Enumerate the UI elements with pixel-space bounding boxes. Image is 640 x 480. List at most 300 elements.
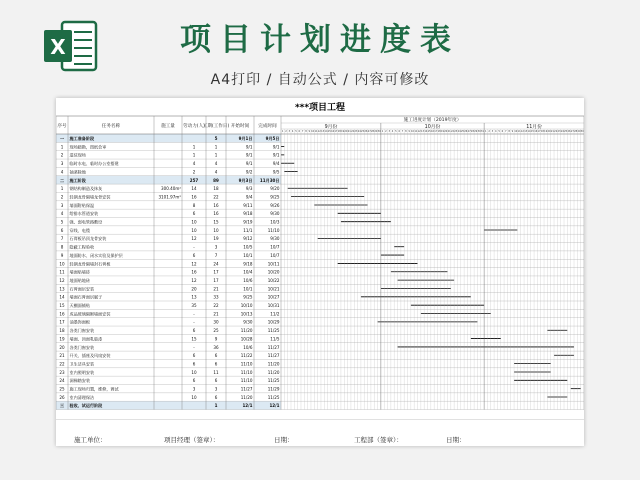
- cell-duration: 7: [214, 252, 218, 258]
- cell-start: 10/10: [240, 303, 253, 309]
- cell-seq: 14: [59, 294, 65, 300]
- cell-end: 11/29: [267, 386, 280, 392]
- cell-duration: 89: [213, 177, 219, 183]
- col-header-start: 开始时间: [230, 124, 250, 129]
- cell-task: 石膏板吊顶龙骨安装: [69, 236, 107, 242]
- cell-task: 石膏面层安装: [69, 286, 95, 292]
- logo-letter: X: [50, 35, 66, 59]
- cell-start: 9/1: [245, 144, 253, 150]
- day-label: 1: [485, 130, 487, 133]
- cell-start: 11/10: [240, 378, 253, 384]
- cell-task: 室内清理保洁: [69, 394, 95, 400]
- cell-task: 墙面附贴保温: [69, 202, 95, 208]
- cell-end: 10/7: [270, 252, 280, 258]
- cell-seq: 6: [60, 227, 64, 233]
- cell-labor: 14: [191, 186, 197, 192]
- day-label: 26: [364, 130, 368, 133]
- cell-seq: 三: [59, 403, 65, 409]
- cell-labor: 1: [192, 144, 196, 150]
- cell-labor: -: [193, 344, 195, 350]
- cell-start: 9/11: [243, 202, 253, 208]
- cell-duration: 5: [214, 136, 218, 142]
- cell-end: 9/30: [270, 211, 280, 217]
- cell-seq: 20: [59, 344, 65, 350]
- cell-start: 10/6: [243, 277, 253, 283]
- cell-seq: 一: [59, 136, 65, 142]
- cell-labor: 16: [191, 194, 197, 200]
- day-label: 7: [504, 130, 507, 133]
- cell-end: 11/2: [270, 311, 280, 317]
- day-label: 8: [305, 130, 307, 133]
- spreadsheet-sheet: [56, 98, 584, 446]
- cell-end: 11/25: [267, 328, 280, 334]
- cell-labor: 16: [191, 269, 197, 275]
- cell-start: 9/1: [245, 161, 253, 167]
- cell-labor: 6: [192, 211, 196, 217]
- cell-duration: 6: [214, 394, 218, 400]
- cell-labor: 12: [191, 236, 197, 242]
- cell-end: 11/27: [267, 344, 280, 350]
- cell-duration: 25: [213, 328, 219, 334]
- day-label: 30: [580, 130, 584, 133]
- day-label: 23: [557, 130, 561, 133]
- cell-end: 11/25: [267, 394, 280, 400]
- day-label: 20: [547, 130, 551, 133]
- cell-duration: 11: [213, 369, 219, 375]
- cell-seq: 26: [59, 394, 65, 400]
- day-label: 18: [540, 130, 544, 133]
- cell-task: 室内照明安装: [69, 369, 95, 375]
- day-label: 14: [527, 130, 531, 133]
- cell-start: 9/18: [243, 261, 253, 267]
- cell-start: 11/10: [240, 361, 253, 367]
- cell-end: 9/1: [272, 152, 280, 158]
- day-label: 2: [385, 130, 387, 133]
- day-label: 4: [494, 130, 497, 133]
- cell-start: 11/20: [240, 394, 253, 400]
- day-label: 10: [410, 130, 415, 133]
- day-label: 6: [298, 130, 301, 133]
- cell-task: 施工阶段: [69, 177, 86, 183]
- cell-seq: 2: [60, 194, 64, 200]
- day-label: 1: [381, 130, 384, 133]
- cell-task: 洞梯踏安装: [69, 378, 90, 384]
- cell-duration: 3: [214, 244, 218, 250]
- cell-task: 地面防水、闭水实验及保护层: [69, 252, 123, 258]
- day-label: 15: [427, 130, 431, 133]
- cell-start: 10/5: [243, 244, 253, 250]
- day-label: 29: [474, 130, 478, 133]
- day-label: 27: [570, 130, 574, 133]
- footer-manager: 项目经理（签章）：: [164, 436, 220, 444]
- cell-duration: 1: [214, 152, 218, 158]
- cell-end: 10/20: [267, 269, 280, 275]
- cell-duration: 30: [213, 319, 219, 325]
- cell-start: 9/1: [245, 152, 253, 158]
- cell-duration: 33: [213, 294, 219, 300]
- cell-task: 轻钢龙骨隔墙封石膏板: [69, 261, 111, 267]
- day-label: 20: [344, 130, 348, 133]
- cell-end: 9/1: [272, 144, 280, 150]
- cell-duration: 6: [214, 378, 218, 384]
- cell-task: 施工准备阶段: [69, 136, 95, 142]
- day-label: 24: [357, 130, 361, 133]
- cell-end: 10/31: [267, 303, 280, 309]
- cell-duration: 1: [214, 403, 218, 409]
- col-header-task: 任务名称: [101, 124, 121, 129]
- cell-seq: 19: [59, 336, 65, 342]
- cell-labor: -: [193, 319, 195, 325]
- cell-labor: 10: [191, 369, 197, 375]
- cell-task: 抽菜除地: [69, 169, 86, 175]
- cell-end: 11/20: [267, 369, 280, 375]
- cell-duration: 21: [213, 286, 219, 292]
- cell-task: 开关、插座及风扇安装: [69, 353, 111, 359]
- cell-duration: 22: [213, 194, 219, 200]
- col-header-qty: 施工量: [161, 124, 175, 129]
- cell-labor: 6: [192, 353, 196, 359]
- cell-duration: 4: [214, 169, 218, 175]
- cell-end: 10/21: [267, 286, 280, 292]
- cell-seq: 二: [59, 177, 65, 183]
- cell-start: 10/6: [243, 344, 253, 350]
- cell-task: 穿线、电缆: [69, 227, 90, 233]
- cell-seq: 18: [59, 328, 65, 334]
- cell-end: 10/27: [267, 294, 280, 300]
- day-label: 22: [450, 130, 455, 133]
- cell-end: 12/1: [269, 403, 280, 409]
- cell-end: 9/4: [272, 161, 280, 167]
- day-label: 21: [550, 130, 554, 133]
- cell-labor: 2: [192, 169, 196, 175]
- cell-task: 天棚面铺贴: [69, 303, 90, 309]
- day-label: 23: [454, 130, 458, 133]
- cell-labor: 13: [191, 294, 197, 300]
- cell-seq: 16: [59, 311, 65, 317]
- day-label: 17: [537, 130, 541, 133]
- cell-task: 临时水电、临时办公室搭建: [69, 161, 119, 167]
- day-label: 4: [391, 130, 394, 133]
- cell-task: 成品玻璃隔断墙面安装: [69, 311, 111, 317]
- cell-labor: 4: [192, 161, 196, 167]
- day-label: 25: [564, 130, 568, 133]
- cell-seq: 21: [59, 353, 65, 359]
- cell-duration: 6: [214, 361, 218, 367]
- cell-end: 10/7: [270, 244, 280, 250]
- day-label: 7: [401, 130, 404, 133]
- cell-duration: 10: [213, 227, 219, 233]
- cell-task: 进驻现场: [69, 152, 86, 158]
- cell-task: 轻钢龙骨隔墙龙骨安装: [69, 194, 111, 200]
- cell-end: 9/20: [270, 186, 280, 192]
- day-label: 8: [508, 130, 510, 133]
- day-label: 6: [398, 130, 400, 133]
- day-label: 18: [437, 130, 441, 133]
- month-label: 10月份: [424, 125, 441, 130]
- cell-end: 11/5: [270, 336, 280, 342]
- day-label: 13: [420, 130, 425, 133]
- cell-start: 9/25: [243, 294, 253, 300]
- day-label: 12: [520, 130, 524, 133]
- day-label: 13: [524, 130, 528, 133]
- day-label: 11: [517, 130, 521, 133]
- day-label: 13: [321, 130, 325, 133]
- cell-seq: 9: [60, 252, 64, 258]
- cell-task: 各类门窗安装: [69, 328, 95, 334]
- day-label: 5: [498, 130, 500, 133]
- cell-end: 11/20: [267, 361, 280, 367]
- cell-duration: 19: [213, 236, 219, 242]
- cell-end: 10/22: [267, 277, 280, 283]
- cell-duration: 18: [213, 186, 219, 192]
- cell-duration: 22: [213, 303, 219, 309]
- cell-seq: 3: [60, 161, 64, 167]
- cell-end: 9/25: [270, 194, 280, 200]
- cell-seq: 17: [59, 319, 65, 325]
- cell-end: 10/11: [267, 261, 280, 267]
- cell-start: 10/28: [240, 336, 253, 342]
- cell-start: 9/19: [243, 219, 253, 225]
- cell-labor: 257: [189, 177, 199, 183]
- cell-duration: 36: [213, 344, 219, 350]
- day-label: 19: [544, 130, 548, 133]
- cell-labor: 6: [192, 361, 196, 367]
- cell-seq: 15: [59, 303, 65, 309]
- cell-labor: 10: [191, 219, 197, 225]
- day-label: 17: [434, 130, 438, 133]
- day-label: 17: [334, 130, 338, 133]
- cell-seq: 24: [59, 378, 65, 384]
- cell-end: 9/26: [270, 202, 280, 208]
- sheet-title: ***项目工程: [294, 103, 346, 113]
- page-subtitle: A4打印 / 自动公式 / 内容可修改: [210, 72, 430, 88]
- cell-end: 11/27: [267, 353, 280, 359]
- cell-duration: 6: [214, 353, 218, 359]
- cell-seq: 1: [60, 186, 64, 192]
- cell-end: 10/3: [270, 219, 280, 225]
- cell-start: 11/27: [240, 386, 253, 392]
- signature-footer: [56, 433, 584, 445]
- day-label: 4: [291, 130, 294, 133]
- day-label: 28: [470, 130, 474, 133]
- cell-labor: 15: [191, 336, 197, 342]
- cell-labor: 12: [191, 261, 197, 267]
- day-label: 27: [367, 130, 371, 133]
- cell-seq: 1: [60, 144, 64, 150]
- cell-task: 给排水管道安装: [69, 211, 99, 217]
- cell-task: 强、弱电管路敷设: [69, 219, 103, 225]
- day-label: 11: [414, 130, 418, 133]
- day-label: 30: [377, 130, 381, 133]
- cell-labor: 6: [192, 328, 196, 334]
- cell-task: 地面贴地砖: [69, 277, 90, 283]
- day-label: 7: [301, 130, 304, 133]
- day-label: 9: [511, 130, 514, 133]
- day-label: 2: [285, 130, 287, 133]
- month-label: 11月份: [526, 125, 542, 130]
- cell-start: 9月3日: [238, 177, 253, 183]
- day-label: 21: [347, 130, 351, 133]
- day-label: 15: [327, 130, 331, 133]
- cell-start: 10/1: [243, 286, 253, 292]
- cell-duration: 17: [213, 277, 219, 283]
- cell-labor: 10: [191, 227, 197, 233]
- cell-start: 9/2: [245, 169, 253, 175]
- day-label: 24: [457, 130, 461, 133]
- cell-seq: 11: [59, 269, 65, 275]
- cell-start: 9/4: [245, 194, 253, 200]
- day-label: 5: [395, 130, 397, 133]
- cell-duration: 16: [213, 211, 219, 217]
- cell-task: 钢结构制造及抹灰: [69, 186, 103, 192]
- day-label: 14: [424, 130, 428, 133]
- day-label: 20: [444, 130, 448, 133]
- day-label: 9: [408, 130, 410, 133]
- cell-start: 9/30: [243, 319, 253, 325]
- day-label: 30: [477, 130, 481, 133]
- day-label: 3: [388, 130, 390, 133]
- col-header-end: 完成时间: [258, 124, 277, 129]
- cell-seq: 7: [60, 236, 64, 242]
- day-label: 21: [447, 130, 451, 133]
- col-header-duration: 工期(工作日): [202, 124, 230, 129]
- cell-task: 墙面石膏面层腻子: [69, 294, 103, 300]
- day-label: 10: [311, 130, 315, 133]
- cell-start: 9月1日: [238, 136, 253, 142]
- cell-labor: -: [193, 244, 195, 250]
- cell-start: 11/1: [243, 227, 253, 233]
- cell-duration: 4: [214, 161, 218, 167]
- cell-duration: 21: [213, 311, 219, 317]
- cell-seq: 3: [60, 202, 64, 208]
- gantt-table: [56, 98, 584, 446]
- day-label: 2: [488, 130, 490, 133]
- cell-qty: 3101.97m²: [158, 194, 181, 200]
- cell-labor: 8: [192, 202, 196, 208]
- page-title: 项目计划进度表: [180, 22, 460, 58]
- day-label: 28: [371, 130, 375, 133]
- cell-labor: 6: [192, 378, 196, 384]
- cell-labor: 35: [191, 303, 197, 309]
- cell-start: 10/13: [240, 311, 253, 317]
- cell-start: 9/3: [245, 186, 253, 192]
- cell-end: 10/29: [267, 319, 280, 325]
- cell-seq: 13: [59, 286, 65, 292]
- day-label: 3: [288, 130, 291, 133]
- cell-duration: 16: [213, 202, 219, 208]
- cell-start: 10/4: [243, 269, 253, 275]
- banner: [0, 0, 640, 94]
- cell-task: 墙面贴墙砖: [69, 269, 90, 275]
- cell-start: 11/20: [240, 328, 253, 334]
- cell-seq: 23: [59, 369, 65, 375]
- cell-start: 9/12: [243, 236, 253, 242]
- cell-seq: 8: [60, 244, 64, 250]
- month-label: 9月份: [324, 125, 338, 130]
- day-label: 26: [464, 130, 468, 133]
- cell-start: 9/18: [243, 211, 253, 217]
- day-label: 29: [374, 130, 378, 133]
- cell-task: 隐蔽工程验收: [69, 244, 95, 250]
- cell-task: 验收、试运行阶段: [69, 403, 103, 409]
- cell-duration: 15: [213, 219, 219, 225]
- day-label: 18: [337, 130, 341, 133]
- plan-header: 施工进度计划（2019年度）: [403, 118, 462, 123]
- cell-duration: 24: [213, 261, 219, 267]
- cell-task: 施工现场归置，维修，调试: [69, 386, 119, 392]
- cell-seq: 4: [60, 211, 64, 217]
- day-label: 5: [295, 130, 297, 133]
- col-header-seq: 序号: [57, 124, 67, 129]
- day-label: 8: [405, 130, 407, 133]
- cell-start: 11/10: [240, 369, 253, 375]
- cell-start: 10/1: [243, 252, 253, 258]
- cell-end: 9/30: [270, 236, 280, 242]
- cell-duration: 1: [214, 144, 218, 150]
- cell-start: 11/22: [240, 353, 253, 359]
- day-label: 6: [501, 130, 504, 133]
- footer-dept: 工程部（签章）：: [354, 436, 403, 444]
- cell-seq: 12: [59, 277, 65, 283]
- cell-task: 墙面、顶面乳胶漆: [69, 336, 103, 342]
- cell-labor: 1: [192, 152, 196, 158]
- cell-qty: 300.40m²: [161, 186, 181, 192]
- cell-seq: 10: [59, 261, 65, 267]
- day-label: 24: [560, 130, 564, 133]
- day-label: 25: [361, 130, 365, 133]
- cell-end: 9/5: [272, 169, 280, 175]
- day-label: 12: [317, 130, 321, 133]
- cell-labor: 3: [192, 386, 196, 392]
- cell-labor: -: [193, 311, 195, 317]
- day-label: 12: [417, 130, 421, 133]
- day-label: 28: [574, 130, 578, 133]
- cell-task: 油墨饰面板: [69, 319, 90, 325]
- cell-duration: 3: [214, 386, 218, 392]
- day-label: 1: [281, 130, 284, 133]
- day-label: 11: [314, 130, 318, 133]
- cell-duration: 9: [214, 336, 218, 342]
- cell-end: 11/10: [267, 227, 280, 233]
- cell-task: 卫生洁具安装: [69, 361, 95, 367]
- day-label: 26: [567, 130, 571, 133]
- day-label: 15: [530, 130, 534, 133]
- cell-end: 11/25: [267, 378, 280, 384]
- cell-seq: 4: [60, 169, 64, 175]
- day-label: 16: [430, 130, 435, 133]
- day-label: 22: [351, 130, 355, 133]
- cell-task: 各类门窗安装: [69, 344, 95, 350]
- cell-seq: 5: [60, 219, 64, 225]
- cell-start: 12/1: [242, 403, 253, 409]
- day-label: 19: [440, 130, 445, 133]
- day-label: 10: [514, 130, 518, 133]
- cell-task: 现场踏勘，图纸会审: [69, 144, 107, 150]
- cell-labor: 6: [192, 252, 196, 258]
- cell-end: 9月5日: [265, 136, 280, 142]
- cell-labor: 12: [191, 277, 197, 283]
- cell-end: 11月30日: [259, 177, 280, 183]
- footer-date1: 日期：: [274, 436, 294, 444]
- day-label: 19: [341, 130, 345, 133]
- footer-date2: 日期：: [446, 436, 466, 444]
- day-label: 22: [554, 130, 558, 133]
- col-header-labor: 劳动力(人): [183, 124, 205, 129]
- day-label: 14: [324, 130, 328, 133]
- cell-labor: 20: [191, 286, 197, 292]
- day-label: 3: [491, 130, 494, 133]
- cell-duration: 17: [213, 269, 219, 275]
